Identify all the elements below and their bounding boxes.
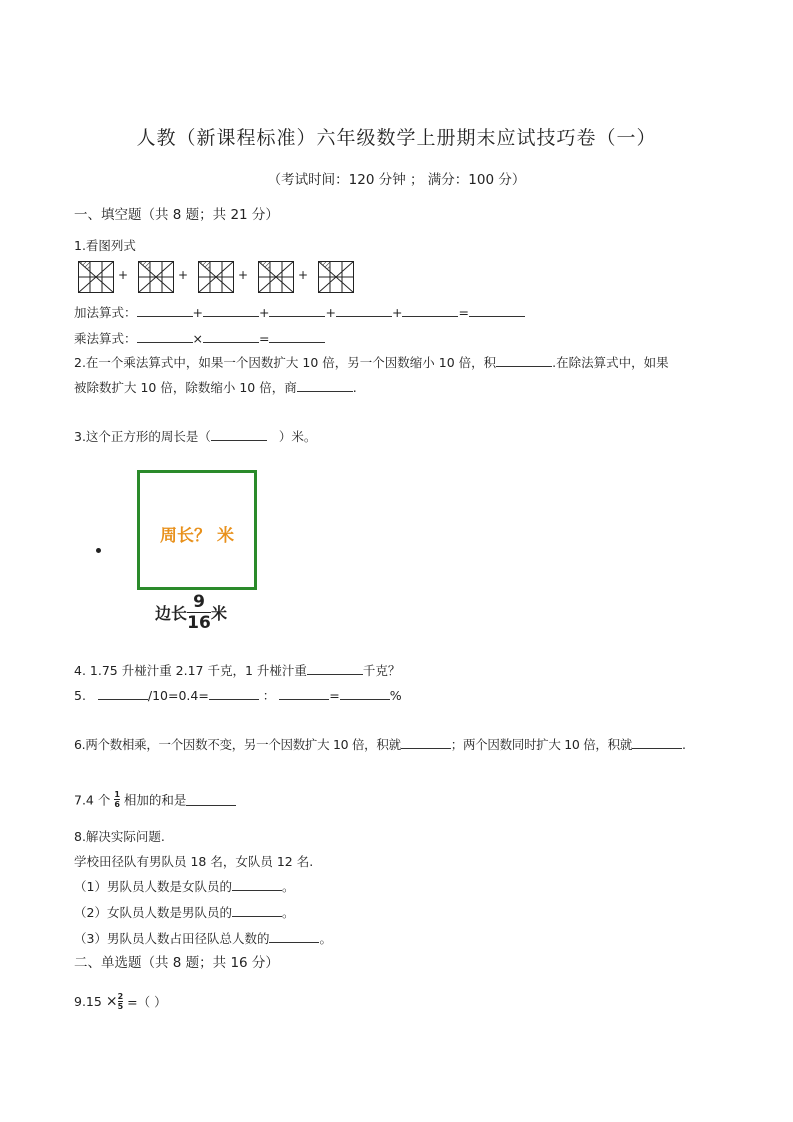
fraction-denominator: 5 (117, 1002, 124, 1011)
q5-text: % (389, 688, 402, 703)
answer-blank[interactable] (297, 380, 353, 392)
answer-blank[interactable] (402, 305, 458, 317)
answer-blank[interactable] (307, 663, 363, 675)
grid-figure (78, 261, 114, 293)
q2-text: 被除数扩大 10 倍，除数缩小 10 倍，商 (74, 380, 297, 395)
q7-text: 7.4 个 (74, 792, 111, 808)
q6-line (74, 735, 686, 753)
answer-blank[interactable] (401, 737, 451, 749)
q2-text: .在除法算式中，如果 (552, 355, 669, 370)
fraction-numerator: 9 (193, 592, 205, 612)
q8-text: 。 (281, 905, 295, 920)
q3-text: ）米。 (278, 429, 317, 444)
answer-blank[interactable] (203, 305, 259, 317)
q8-text: 。 (281, 879, 295, 894)
side-suffix: 米 (211, 604, 228, 623)
plus-sign: + (325, 305, 336, 320)
q9-text: 9.15 (74, 994, 102, 1009)
answer-blank[interactable] (632, 737, 682, 749)
answer-blank[interactable] (340, 688, 390, 700)
answer-blank[interactable] (209, 688, 259, 700)
q6-text: . (682, 737, 686, 752)
q8-part2 (74, 903, 294, 921)
answer-blank[interactable] (279, 688, 329, 700)
q7-fraction (114, 790, 120, 809)
equals-sign: = (458, 305, 469, 320)
q8-part1 (74, 877, 294, 895)
q5-text: = (329, 688, 340, 703)
q8-info: 学校田径队有男队员 18 名，女队员 12 名. (74, 854, 314, 869)
q8-text: 。 (319, 931, 332, 946)
answer-blank[interactable] (496, 355, 552, 367)
perimeter-label: 周长？ 米 (160, 526, 234, 546)
plus-sign: + (298, 268, 309, 282)
plus-sign: + (178, 268, 189, 282)
q5-text: 5. (74, 688, 86, 703)
plus-sign: + (192, 305, 203, 320)
q9-fraction (118, 992, 124, 1011)
answer-blank[interactable] (137, 331, 193, 343)
q9-line (74, 992, 167, 1011)
q7-text: 相加的和是 (123, 792, 187, 808)
q8-stem: 8.解决实际问题. (74, 829, 165, 844)
times-sign: × (192, 331, 203, 346)
q2-text: . (352, 380, 357, 395)
q8-part3 (74, 929, 332, 947)
answer-blank[interactable] (211, 429, 267, 441)
q5-text: /10=0.4= (147, 688, 209, 703)
answer-blank[interactable] (336, 305, 392, 317)
equals-sign: = (259, 331, 270, 346)
exam-info: （考试时间：120 分钟 ； 满分：100 分） (267, 172, 526, 188)
answer-blank[interactable] (186, 794, 236, 806)
q8-text: （1）男队员人数是女队员的 (74, 879, 232, 894)
grid-figure (258, 261, 294, 293)
q2-line1 (74, 353, 669, 371)
q1-stem: 1.看图列式 (74, 238, 136, 253)
bullet-point (96, 548, 101, 553)
q5-line (74, 686, 402, 704)
answer-blank[interactable] (137, 305, 193, 317)
plus-sign: + (391, 305, 403, 320)
q4-text: 千克？ (362, 663, 401, 678)
grid-figure (198, 261, 234, 293)
q4-line (74, 661, 400, 679)
side-length-label (155, 592, 227, 633)
addition-label: 加法算式： (74, 305, 137, 320)
side-prefix: 边长 (155, 604, 188, 623)
page-title: 人教（新课程标准）六年级数学上册期末应试技巧卷（一） (136, 127, 657, 149)
square-figure (137, 470, 257, 590)
q3-text: 3.这个正方形的周长是（ (74, 429, 211, 444)
q9-text: =（ ） (127, 994, 167, 1010)
answer-blank[interactable] (469, 305, 525, 317)
grid-figure (318, 261, 354, 293)
answer-blank[interactable] (269, 931, 319, 943)
answer-blank[interactable] (203, 331, 259, 343)
q5-text: ： (262, 688, 276, 703)
q4-text: 4. 1.75 升椪汁重 2.17 千克，1 升椪汁重 (74, 663, 307, 678)
answer-blank[interactable] (98, 688, 148, 700)
answer-blank[interactable] (269, 305, 325, 317)
q6-text: ；两个因数同时扩大 10 倍，积就 (450, 737, 633, 752)
times-sign: × (105, 993, 118, 1010)
section-2-heading: 二、单选题（共 8 题；共 16 分） (74, 955, 279, 971)
fraction-denominator: 16 (187, 613, 211, 633)
fraction-numerator: 1 (114, 790, 120, 799)
section-1-heading: 一、填空题（共 8 题；共 21 分） (74, 207, 279, 223)
q3-stem (74, 427, 316, 445)
plus-sign: + (238, 268, 249, 282)
plus-sign: + (118, 268, 129, 282)
answer-blank[interactable] (232, 905, 282, 917)
q1-addition-line (74, 303, 525, 321)
q8-text: （2）女队员人数是男队员的 (74, 905, 232, 920)
answer-blank[interactable] (269, 331, 325, 343)
side-fraction (187, 592, 211, 633)
plus-sign: + (259, 305, 270, 320)
q8-text: （3）男队员人数占田径队总人数的 (74, 931, 270, 946)
q2-text: 2.在一个乘法算式中，如果一个因数扩大 10 倍，另一个因数缩小 10 倍，积 (74, 355, 497, 370)
fraction-denominator: 6 (114, 800, 120, 809)
q6-text: 6.两个数相乘，一个因数不变，另一个因数扩大 10 倍，积就 (74, 737, 401, 752)
answer-blank[interactable] (232, 879, 282, 891)
fraction-numerator: 2 (117, 992, 124, 1001)
q7-line (74, 790, 236, 809)
grid-figure (138, 261, 174, 293)
q2-line2 (74, 378, 357, 396)
q1-multiplication-line (74, 329, 325, 347)
multiplication-label: 乘法算式： (74, 331, 137, 346)
